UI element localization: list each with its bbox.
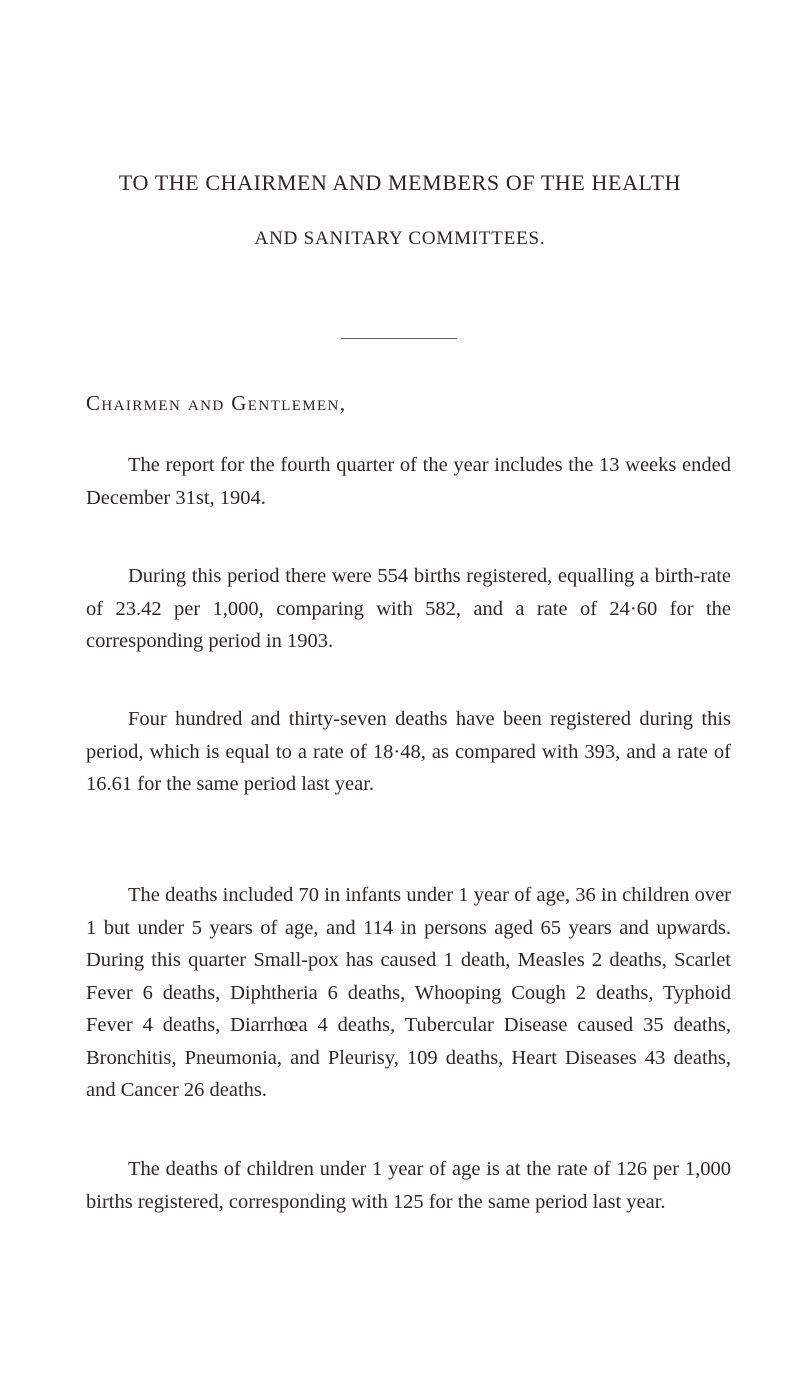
paragraph-infant-mortality: The deaths of children under 1 year of age is at the rate of 126 per 1,000 births registered, corresponding with 125 for the same period last year.: [86, 1158, 731, 1213]
paragraph-deaths-causes: The deaths included 70 in infants under 1 year of age, 36 in children over 1 but under 5 years of age, and 114 in persons aged 65 years and upwards. During this quarter Small-pox has caused 1 death, Measles 2 deaths, Scarlet Fever 6 deaths, Diphtheria 6 deaths, Whooping Cough 2 deaths, Typhoid Fever 4 deaths, Diarrhœa 4 deaths, Tubercular Disease caused 35 deaths, Bronchitis, Pneumonia, and Pleurisy, 109 deaths, Heart Diseases 43 deaths, and Cancer 26 deaths.: [86, 884, 731, 1101]
salutation: Chairmen and Gentlemen,: [86, 391, 347, 415]
paragraph-births: During this period there were 554 births registered, equalling a birth-rate of 23.42 per 1,000, comparing with 582, and a rate of 24·60 for the corresponding period in 1903.: [86, 565, 731, 652]
heading-line-2: AND SANITARY COMMITTEES.: [254, 228, 546, 249]
heading-line-1: TO THE CHAIRMEN AND MEMBERS OF THE HEALTH: [118, 170, 682, 195]
divider-rule: [341, 338, 457, 339]
paragraph-deaths-total: Four hundred and thirty-seven deaths have been registered during this period, which is equal to a rate of 18·48, as compared with 393, and a rate of 16.61 for the same period last year.: [86, 708, 731, 795]
paragraph-report-period: The report for the fourth quarter of the year includes the 13 weeks ended December 31st, 1904.: [86, 454, 731, 509]
